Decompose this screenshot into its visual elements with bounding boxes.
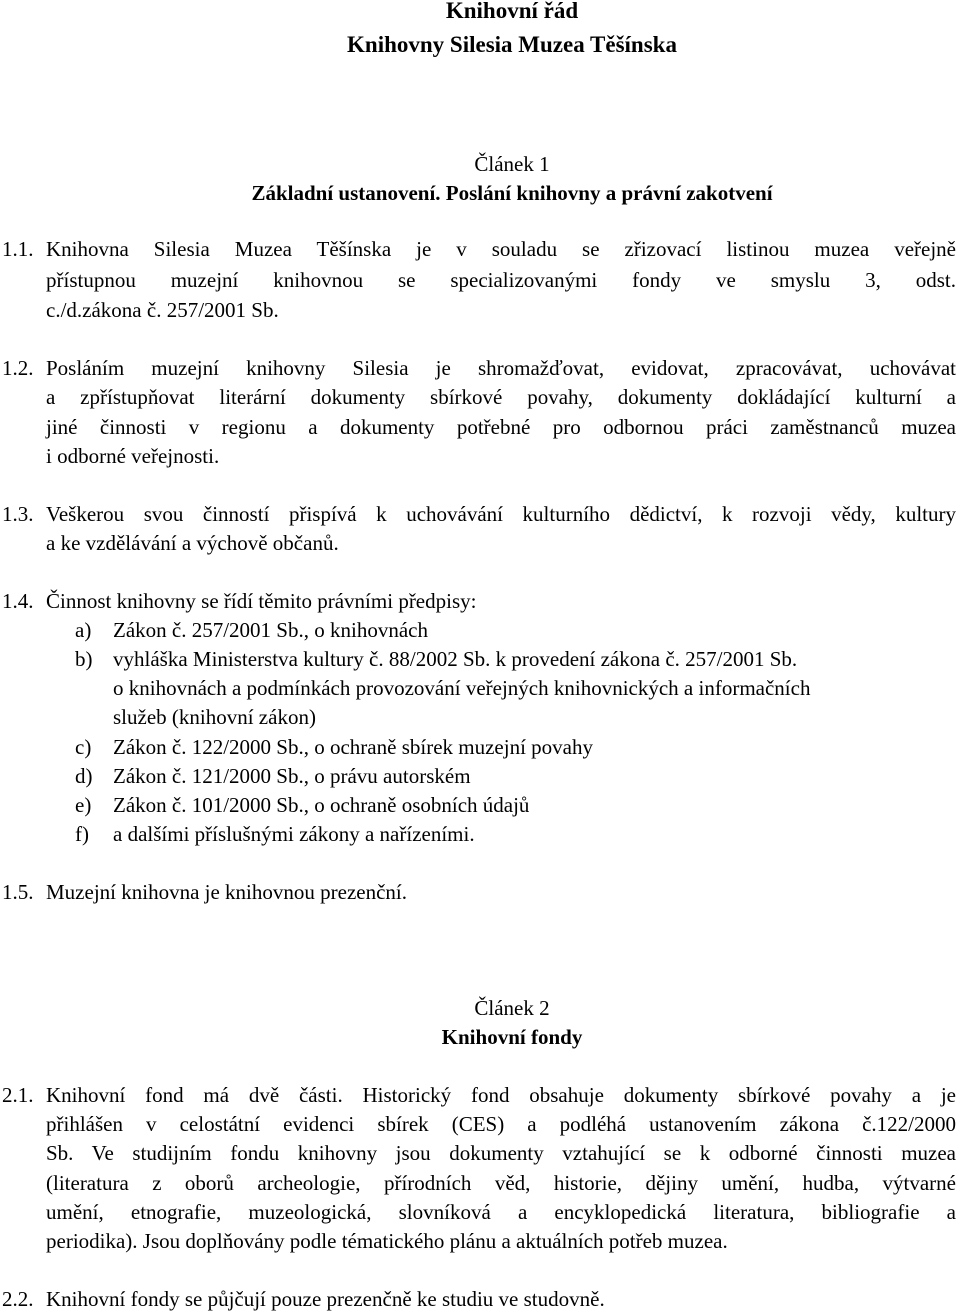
paragraph-line: Knihovna Silesia Muzea Těšínska je v souladu se zřizovací listinou muzea veřejně (46, 237, 956, 261)
list-item: Zákon č. 121/2000 Sb., o právu autorském (113, 764, 471, 788)
list-marker: d) (75, 764, 93, 788)
paragraph-line: jiné činnosti v regionu a dokumenty potřebné pro odbornou práci zaměstnanců muzea (46, 415, 956, 439)
document-subtitle: Knihovny Silesia Muzea Těšínska (347, 32, 677, 57)
paragraph-line: Veškerou svou činností přispívá k uchovávání kulturního dědictví, k rozvoji vědy, kultury (46, 502, 956, 526)
article-1-heading: Článek 1 (474, 152, 550, 176)
section-number: 1.4. (2, 589, 34, 613)
paragraph-line: umění, etnografie, muzeologická, slovníková a encyklopedická literatura, bibliografie a (46, 1200, 956, 1224)
list-item: vyhláška Ministerstva kultury č. 88/2002 Sb. k provedení zákona č. 257/2001 Sb. (113, 647, 798, 671)
paragraph-line: (literatura z oborů archeologie, přírodních věd, historie, dějiny umění, hudba, výtvarné (46, 1171, 956, 1195)
paragraph-line: periodika). Jsou doplňovány podle tématického plánu a aktuálních potřeb muzea. (46, 1229, 728, 1253)
list-item: a dalšími příslušnými zákony a nařízeními. (113, 822, 475, 846)
section-number: 1.2. (2, 356, 34, 380)
article-1-subheading: Základní ustanovení. Poslání knihovny a právní zakotvení (251, 181, 773, 205)
paragraph-line: a ke vzdělávání a výchově občanů. (46, 531, 339, 555)
list-marker: f) (75, 822, 89, 846)
section-number: 1.3. (2, 502, 34, 526)
paragraph-line: Muzejní knihovna je knihovnou prezenční. (46, 880, 407, 904)
paragraph-line: i odborné veřejnosti. (46, 444, 220, 468)
list-item: Zákon č. 122/2000 Sb., o ochraně sbírek muzejní povahy (113, 735, 593, 759)
list-item-continuation: o knihovnách a podmínkách provozování veřejných knihovnických a informačních (113, 676, 811, 700)
section-number: 2.2. (2, 1287, 34, 1311)
document-title: Knihovní řád (445, 0, 579, 23)
list-intro: Činnost knihovny se řídí těmito právními předpisy: (46, 589, 477, 613)
section-number: 1.5. (2, 880, 34, 904)
list-marker: b) (75, 647, 93, 671)
list-marker: e) (75, 793, 92, 817)
section-number: 1.1. (2, 237, 34, 261)
list-item: Zákon č. 101/2000 Sb., o ochraně osobních údajů (113, 793, 530, 817)
article-2-subheading: Knihovní fondy (441, 1025, 583, 1049)
list-marker: c) (75, 735, 92, 759)
paragraph-line: Knihovní fond má dvě části. Historický fond obsahuje dokumenty sbírkové povahy a je (46, 1083, 956, 1107)
list-marker: a) (75, 618, 92, 642)
article-2-heading: Článek 2 (474, 996, 550, 1020)
section-number: 2.1. (2, 1083, 34, 1107)
paragraph-line: a zpřístupňovat literární dokumenty sbírkové povahy, dokumenty dokládající kulturní a (46, 385, 956, 409)
list-item-continuation: služeb (knihovní zákon) (113, 705, 316, 729)
paragraph-line: Sb. Ve studijním fondu knihovny jsou dokumenty vztahující se k odborné činnosti muzea (46, 1141, 956, 1165)
paragraph-line: Knihovní fondy se půjčují pouze prezenčně ke studiu ve studovně. (46, 1287, 605, 1311)
paragraph-line: c./d.zákona č. 257/2001 Sb. (46, 298, 279, 322)
paragraph-line: přihlášen v celostátní evidenci sbírek (CES) a podléhá ustanovením zákona č.122/2000 (46, 1112, 956, 1136)
paragraph-line: přístupnou muzejní knihovnou se specializovanými fondy ve smyslu 3, odst. (46, 268, 956, 292)
paragraph-line: Posláním muzejní knihovny Silesia je shromažďovat, evidovat, zpracovávat, uchovávat (46, 356, 956, 380)
list-item: Zákon č. 257/2001 Sb., o knihovnách (113, 618, 428, 642)
